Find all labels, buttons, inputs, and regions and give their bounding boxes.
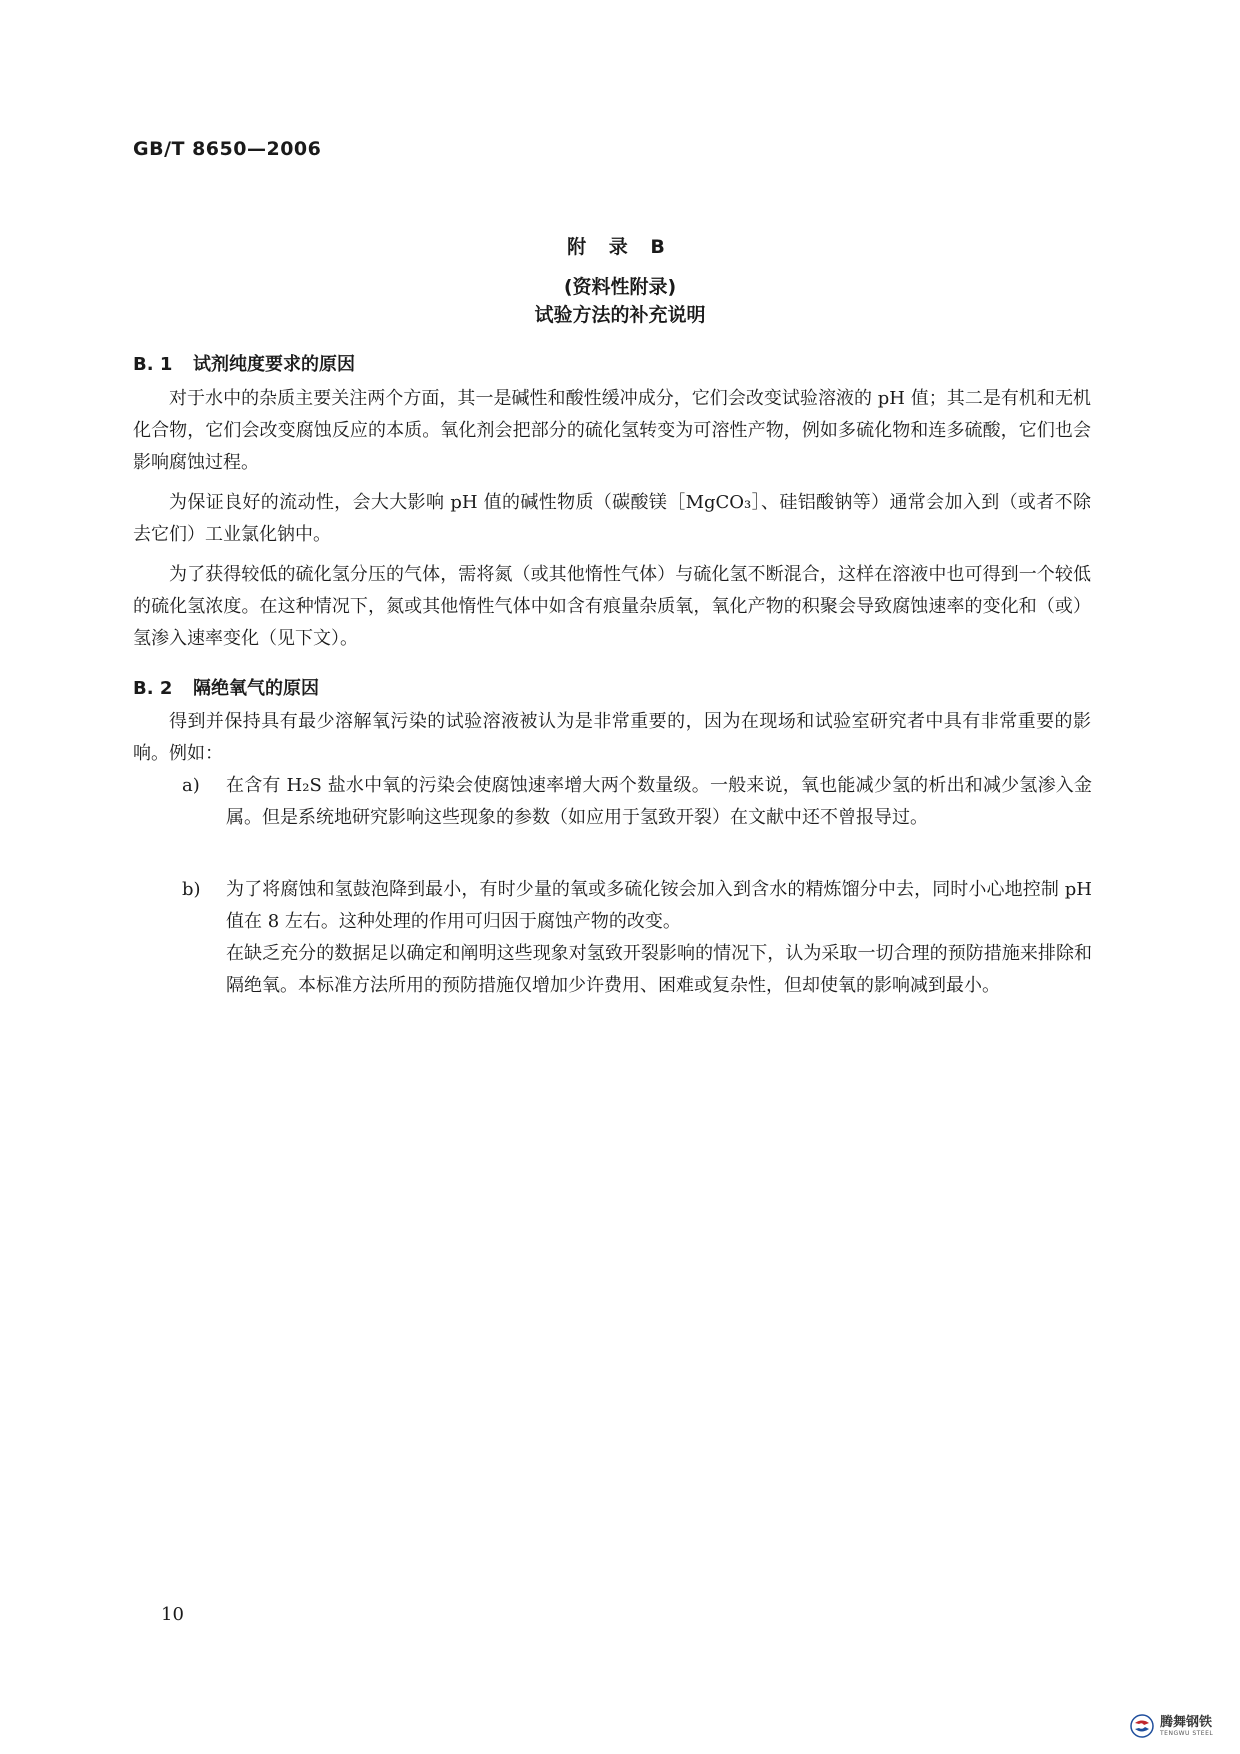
watermark-logo [1130,1714,1213,1738]
paragraph: 为保证良好的流动性，会大大影响 pH 值的碱性物质（碳酸镁［MgCO₃］、硅铝酸钠等）通常会加入到（或者不除去它们）工业氯化钠中。 [133,492,1091,545]
logo-text-en: TENGWU STEEL [1160,1729,1214,1737]
paragraph: 为了获得较低的硫化氢分压的气体，需将氮（或其他惰性气体）与硫化氢不断混合，这样在溶液中也可得到一个较低的硫化氢浓度。在这种情况下，氮或其他惰性气体中如含有痕量杂质氧，氧化产物的积聚会导致腐蚀速率的变化和（或）氢渗入速率变化（见下文）。 [133,564,1091,649]
list-item [182,770,1092,834]
list-item-text: 为了将腐蚀和氢鼓泡降到最小，有时少量的氧或多硫化铵会加入到含水的精炼馏分中去，同时小心地控制 pH 值在 8 左右。这种处理的作用可归因于腐蚀产物的改变。 [226,879,1092,932]
list-item-text: 在含有 H₂S 盐水中氧的污染会使腐蚀速率增大两个数量级。一般来说，氧也能减少氢的析出和减少氢渗入金属。但是系统地研究影响这些现象的参数（如应用于氢致开裂）在文献中还不曾报导过。 [226,775,1092,828]
section-title: 试剂纯度要求的原因 [193,354,355,375]
standard-id: GB/T 8650—2006 [133,138,322,160]
note-paragraph: 在缺乏充分的数据足以确定和阐明这些现象对氢致开裂影响的情况下，认为采取一切合理的预防措施来排除和隔绝氧。本标准方法所用的预防措施仅增加少许费用、困难或复杂性，但却使氧的影响减到最小。 [226,943,1092,996]
paragraph: 得到并保持具有最少溶解氧污染的试验溶液被认为是非常重要的，因为在现场和试验室研究者中具有非常重要的影响。例如： [133,711,1091,764]
appendix-type: (资料性附录) [563,276,677,298]
section-number: B. 2 [133,678,173,699]
paragraph: 对于水中的杂质主要关注两个方面，其一是碱性和酸性缓冲成分，它们会改变试验溶液的 pH 值；其二是有机和无机化合物，它们会改变腐蚀反应的本质。氧化剂会把部分的硫化氢转变为可溶性产物，例如多硫化物和连多硫酸，它们也会影响腐蚀过程。 [133,388,1091,473]
section-heading-b1 [133,350,355,376]
list-item-label: a) [182,775,200,796]
appendix-heading: 试验方法的补充说明 [534,304,706,326]
list-item [182,874,1092,938]
tengwu-logo-icon [1130,1714,1154,1738]
list-item-label: b) [182,879,201,900]
logo-text-cn: 腾舞钢铁 [1160,1714,1213,1730]
section-number: B. 1 [133,354,173,375]
section-heading-b2 [133,674,319,700]
appendix-title: 附 录 B [567,236,673,258]
page-number: 10 [161,1604,184,1625]
section-title: 隔绝氧气的原因 [193,678,319,699]
